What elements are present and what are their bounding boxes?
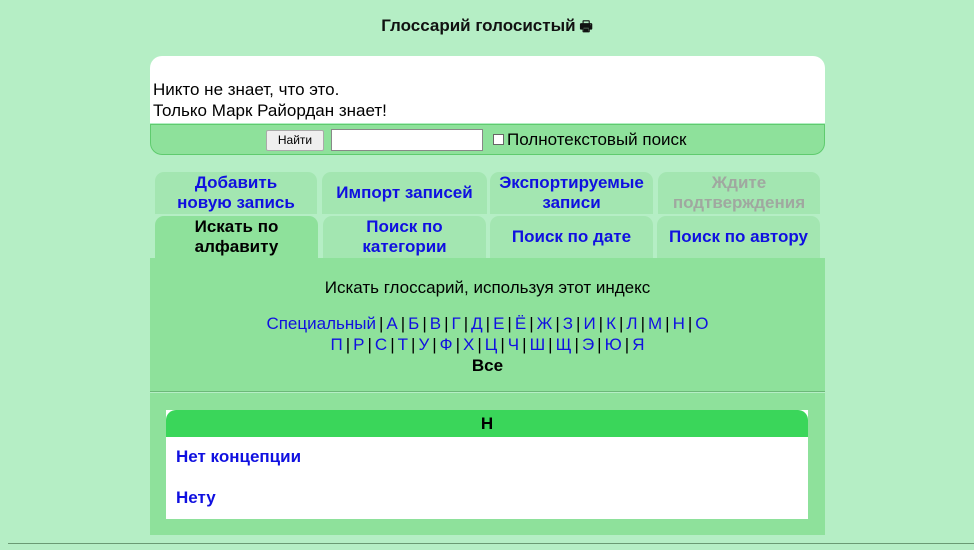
letter-link[interactable]: Б — [408, 314, 420, 333]
separator: | — [411, 335, 416, 354]
separator: | — [576, 314, 581, 333]
letter-link[interactable]: Ш — [529, 335, 546, 354]
letter-link[interactable]: Х — [463, 335, 475, 354]
letter-link[interactable]: Специальный — [266, 314, 376, 333]
separator: | — [619, 314, 624, 333]
tab-pending-approval — [658, 172, 820, 214]
letter-link[interactable]: Т — [397, 335, 409, 354]
separator: | — [345, 335, 351, 354]
letter-link[interactable]: Л — [626, 314, 638, 333]
letter-link[interactable]: Е — [493, 314, 505, 333]
letter-link[interactable]: Р — [353, 335, 365, 354]
separator: | — [485, 314, 491, 333]
letter-link[interactable]: М — [648, 314, 663, 333]
tab-export-entries[interactable] — [490, 172, 653, 214]
separator: | — [444, 314, 449, 333]
entry-link[interactable]: Нету — [176, 488, 216, 507]
alphabet-index-panel — [150, 258, 825, 392]
tab-add-entry[interactable] — [155, 172, 317, 214]
letter-link[interactable]: Г — [451, 314, 461, 333]
fulltext-checkbox[interactable] — [493, 134, 504, 145]
letter-link[interactable]: Ч — [507, 335, 520, 354]
search-input[interactable] — [331, 129, 483, 151]
tab-label: Искать по алфавиту — [194, 217, 279, 256]
entries-section — [150, 393, 825, 535]
tab-label: Ждите подтверждения — [672, 173, 806, 212]
separator: | — [378, 314, 384, 333]
letter-group — [166, 410, 808, 519]
separator: | — [507, 314, 512, 333]
letter-link[interactable]: Д — [471, 314, 483, 333]
letter-link[interactable]: Э — [581, 335, 595, 354]
separator: | — [390, 335, 395, 354]
letter-link[interactable]: У — [418, 335, 430, 354]
letter-link[interactable]: З — [562, 314, 574, 333]
tab-label: Поиск по автору — [669, 227, 808, 246]
separator: | — [640, 314, 645, 333]
search-bar — [150, 124, 825, 155]
tab-browse-author[interactable] — [657, 216, 820, 258]
tab-import-entries[interactable] — [322, 172, 487, 214]
index-header: Искать глоссарий, используя этот индекс — [324, 278, 651, 297]
letter-link[interactable]: И — [583, 314, 596, 333]
tab-label: Поиск по категории — [362, 217, 447, 256]
tab-browse-alphabet[interactable] — [155, 216, 318, 258]
letter-link[interactable]: Ф — [439, 335, 453, 354]
separator: | — [432, 335, 437, 354]
separator: | — [477, 335, 482, 354]
letter-link[interactable]: О — [695, 314, 709, 333]
letter-link[interactable]: К — [606, 314, 616, 333]
letter-link[interactable]: В — [429, 314, 442, 333]
printer-icon[interactable]: 🖶 — [579, 18, 593, 34]
separator: | — [548, 335, 553, 354]
separator: | — [422, 314, 427, 333]
separator: | — [522, 335, 527, 354]
separator: | — [687, 314, 693, 333]
separator: | — [463, 314, 469, 333]
separator: | — [597, 335, 602, 354]
letter-link[interactable]: Ж — [536, 314, 553, 333]
separator: | — [529, 314, 534, 333]
separator: | — [455, 335, 461, 354]
description-line: Только Марк Райордан знает! — [153, 101, 387, 120]
tab-label: Добавить новую запись — [177, 173, 295, 212]
letter-link[interactable]: Ё — [514, 314, 527, 333]
search-button[interactable]: Найти — [266, 130, 324, 151]
alphabet-index — [150, 313, 825, 376]
letter-link[interactable]: Ц — [484, 335, 498, 354]
letter-link[interactable]: Н — [672, 314, 685, 333]
letter-link[interactable]: А — [386, 314, 398, 333]
letter-link[interactable]: Щ — [555, 335, 572, 354]
divider — [8, 543, 974, 544]
letter-link[interactable]: Я — [632, 335, 645, 354]
letter-link[interactable]: П — [330, 335, 343, 354]
tab-browse-category[interactable] — [323, 216, 486, 258]
alphabet-row — [150, 313, 825, 334]
separator: | — [500, 335, 505, 354]
separator: | — [574, 335, 579, 354]
glossary-description — [150, 56, 825, 123]
alphabet-row — [150, 334, 825, 355]
separator: | — [367, 335, 372, 354]
tab-label: Импорт записей — [336, 183, 473, 202]
tab-label: Экспортируемые записи — [499, 173, 644, 212]
entry-link[interactable]: Нет концепции — [176, 447, 302, 466]
letter-link[interactable]: С — [374, 335, 388, 354]
separator: | — [665, 314, 670, 333]
tab-browse-date[interactable] — [490, 216, 653, 258]
tab-label: Поиск по дате — [511, 227, 632, 246]
separator: | — [400, 314, 406, 333]
separator: | — [598, 314, 604, 333]
description-line: Никто не знает, что это. — [153, 80, 340, 99]
separator: | — [555, 314, 560, 333]
letter-link-all[interactable]: Все — [471, 356, 504, 375]
page-title — [0, 16, 974, 40]
glossary-title: Глоссарий голосистый — [381, 16, 576, 35]
letter-link[interactable]: Ю — [604, 335, 622, 354]
fulltext-checkbox-label[interactable]: Полнотекстовый поиск — [507, 130, 687, 149]
separator: | — [624, 335, 630, 354]
letter-group-heading: Н — [166, 410, 808, 437]
